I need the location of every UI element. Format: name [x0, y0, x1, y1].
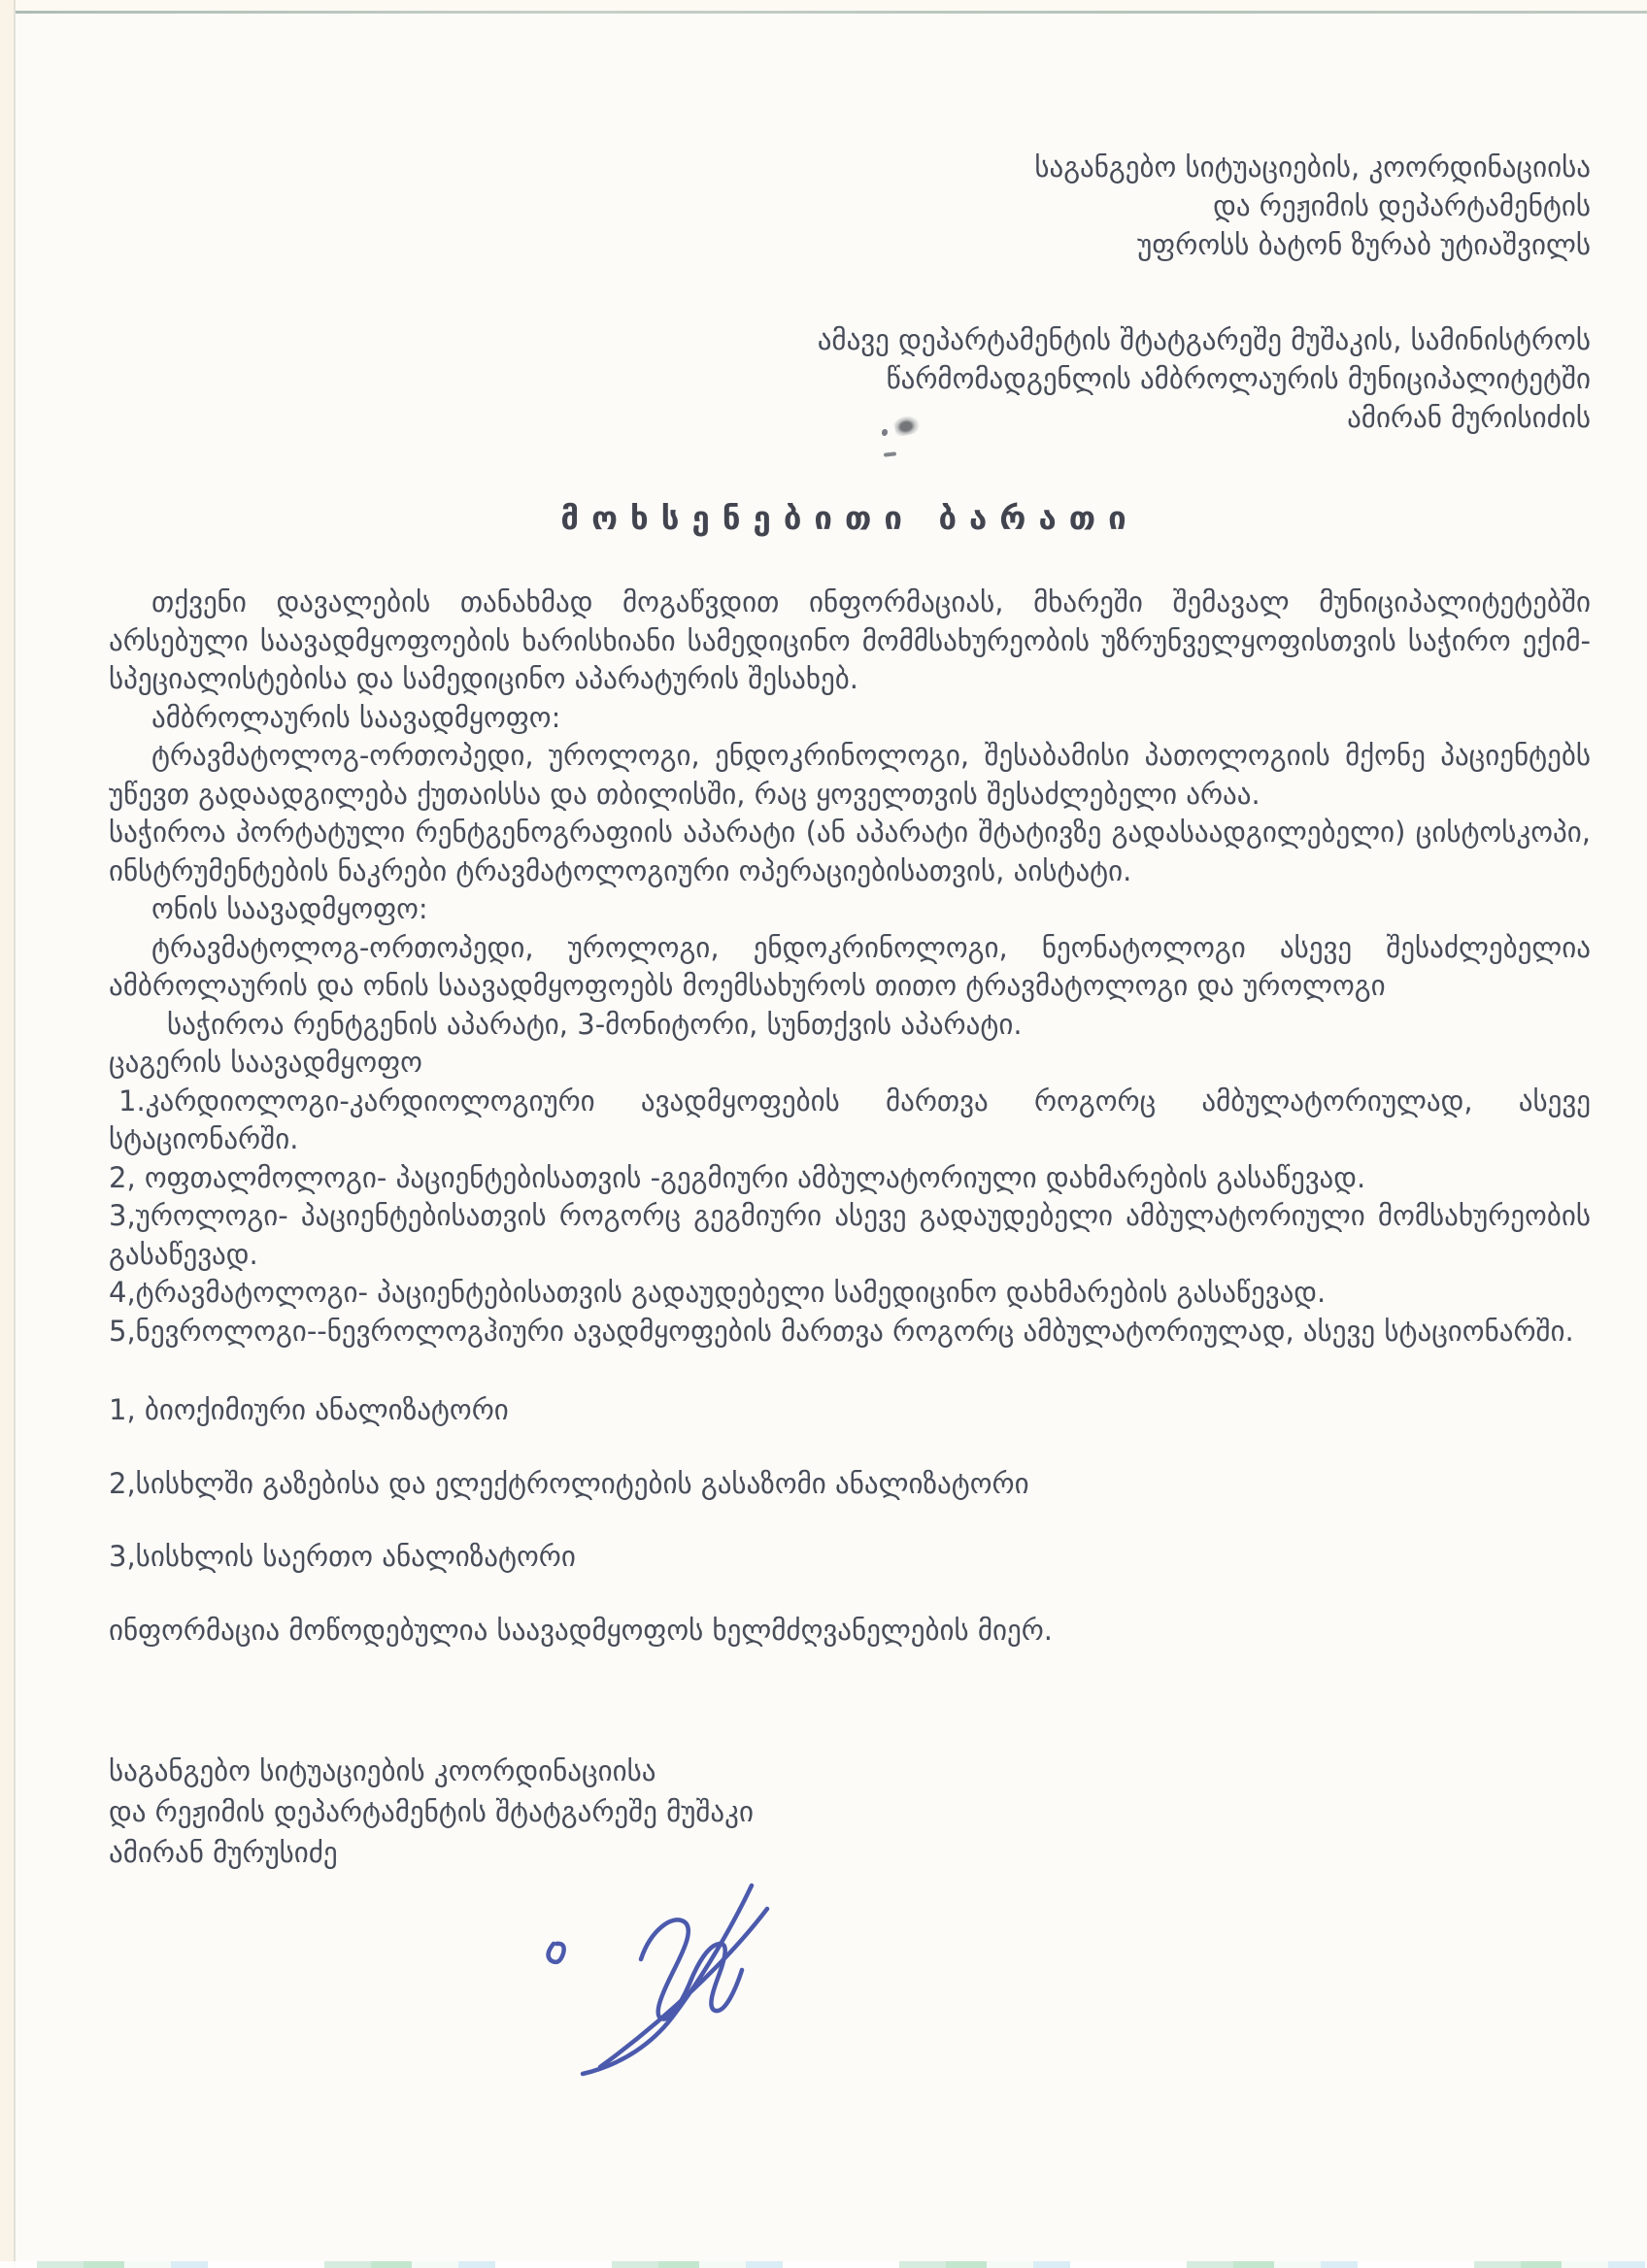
recipient-line: და რეჟიმის დეპარტამენტის [1213, 189, 1591, 222]
sender-line: ამირან მურისიძის [1347, 401, 1591, 434]
body-paragraph: საჭიროა პორტატული რენტგენოგრაფიის აპარატი (ან აპარატი შტატივზე გადასაადგილებელი) ცისტოსკოპი, ინსტრუმენტების ნაკრები ტრავმატოლოგიური ოპერაციებისათვის, აისტატი. [109, 816, 1591, 887]
body-paragraph: თქვენი დავალების თანახმად მოგაწვდით ინფორმაციას, მხარეში შემავალ მუნიციპალიტეტებში არსებული საავადმყოფოების ხარისხიანი სამედიცინო მომმსახურეობის უზრუნველყოფისთვის საჭირო ექიმ-სპეციალისტებისა და სამედიცინო აპარატურის შესახებ. [109, 585, 1591, 695]
body-paragraph: ამბროლაურის საავადმყოფო: [151, 700, 561, 734]
sender-line: წარმომადგენლის ამბროლაურის მუნიციპალიტეტში [886, 362, 1591, 395]
body-paragraph: 5,ნევროლოგი--ნევროლოგჰიური ავადმყოფების მართვა როგორც ამბულატორიულად, ასევე სტაციონარში. [109, 1314, 1574, 1348]
body-paragraph: ტრავმატოლოგ-ორთოპედი, უროლოგი, ენდოკრინოლოგი, ნეონატოლოგი ასევე შესაძლებელია ამბროლაურის და ონის საავადმყოფოებს მოემსახუროს თითო ტრავმატოლოგი და უროლოგი [109, 930, 1591, 1002]
body-paragraph: ონის საავადმყოფო: [151, 892, 428, 925]
signoff-line: და რეჟიმის დეპარტამენტის შტატგარეშე მუშაკი [109, 1795, 754, 1828]
signoff-line: საგანგებო სიტუაციების კოორდინაციისა [109, 1754, 656, 1787]
handwritten-signature [524, 1870, 825, 2084]
body-paragraph: ტრავმატოლოგ-ორთოპედი, უროლოგი, ენდოკრინოლოგი, შესაბამისი პათოლოგიის მქონე პაციენტებს უწევთ გადაადგილება ქუთაისსა და თბილისში, რაც ყოველთვის შესაძლებელი არაა. [109, 739, 1591, 811]
sender-address-block [109, 320, 1591, 437]
body-paragraph: საჭიროა რენტგენის აპარატი, 3-მონიტორი, სუნთქვის აპარატი. [167, 1007, 1023, 1041]
body-paragraph: 4,ტრავმატოლოგი- პაციენტებისათვის გადაუდებელი სამედიცინო დახმარების გასაწევად. [109, 1276, 1327, 1309]
document-title: მოხსენებითი ბარათი [560, 499, 1139, 537]
letter-content [109, 0, 1591, 1873]
body-paragraph: 2, ოფთალმოლოგი- პაციენტებისათვის -გეგმიური ამბულატორიული დახმარების გასაწევად. [109, 1160, 1366, 1194]
signoff-block [109, 1751, 1591, 1873]
scan-left-edge [0, 0, 16, 2268]
letter-body [109, 584, 1591, 1351]
equipment-list [109, 1391, 1591, 1577]
sender-line: ამავე დეპარტამენტის შტატგარეშე მუშაკის, სამინისტროს [817, 323, 1591, 356]
recipient-line: საგანგებო სიტუაციების, კოორდინაციისა [1034, 150, 1591, 183]
recipient-address-block [109, 148, 1591, 264]
closing-line: ინფორმაცია მოწოდებულია საავადმყოფოს ხელმძღვანელების მიერ. [109, 1613, 1054, 1647]
equipment-item: 2,სისხლში გაზებისა და ელექტროლიტების გასაზომი ანალიზატორი [109, 1466, 1029, 1500]
body-paragraph: 1.კარდიოლოგი-კარდიოლოგიური ავადმყოფების მართვა როგორც ამბულატორიულად, ასევე სტაციონარში. [109, 1084, 1591, 1155]
equipment-item: 1, ბიოქიმიური ანალიზატორი [109, 1393, 509, 1426]
body-paragraph: ცაგერის საავადმყოფო [109, 1046, 422, 1079]
equipment-item: 3,სისხლის საერთო ანალიზატორი [109, 1540, 576, 1573]
body-paragraph: 3,უროლოგი- პაციენტებისათვის როგორც გეგმიური ასევე გადაუდებელი ამბულატორიული მომსახურეობის გასაწევად. [109, 1199, 1591, 1271]
signoff-line: ამირან მურუსიძე [109, 1836, 338, 1869]
recipient-line: უფროსს ბატონ ზურაბ უტიაშვილს [1137, 228, 1591, 261]
scan-bottom-edge [0, 2261, 1647, 2268]
